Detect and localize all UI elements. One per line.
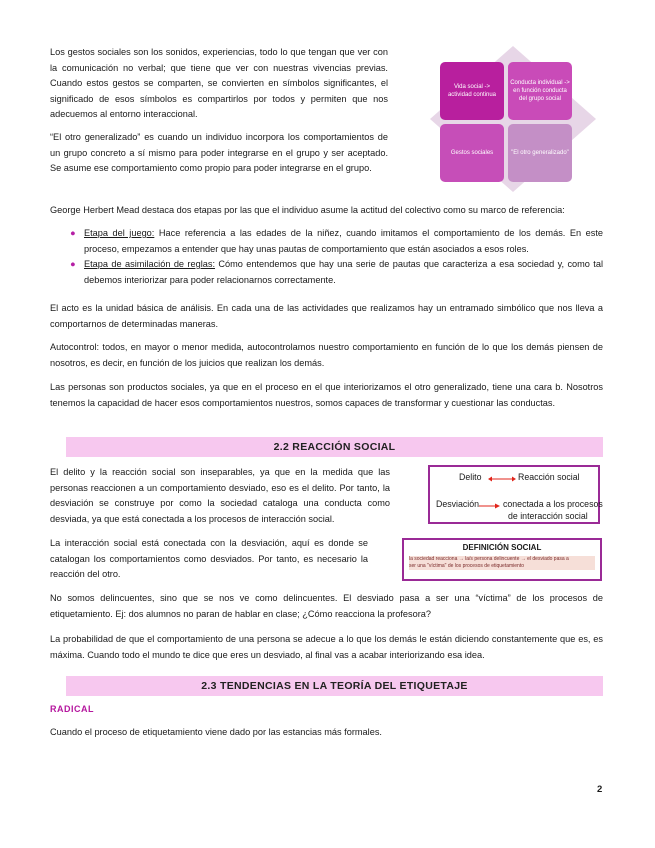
box-label-reaccion: Reacción social	[518, 472, 580, 482]
bullet-label-reglas: Etapa de asimilación de reglas:	[84, 259, 216, 269]
diagram-label-1: Vida social -> actividad continua	[447, 84, 497, 98]
box-label-desviacion: Desviación	[436, 499, 480, 509]
radical-paragraph: Cuando el proceso de etiquetamiento viene dado por las estancias más formales.	[50, 727, 382, 737]
delito-reaccion-box	[428, 465, 603, 524]
list-item	[70, 226, 603, 257]
concept-diagram	[428, 44, 598, 194]
reaccion-paragraph-1: El delito y la reacción social son inseparables, ya que en la medida que las personas reaccionen a un comportamiento desviado, eso es el delito. Por tanto, la desviación se construye por como la sociedad cataloga una conducta como desviada, ya que está conectada a los procesos de interacción social.	[50, 467, 390, 524]
section-heading-reaccion-social: 2.2 REACCIÓN SOCIAL	[66, 437, 603, 457]
body-paragraph-autocontrol: Autocontrol: todos, en mayor o menor medida, autocontrolamos nuestro comportamiento en función de lo que los demás piensen de nosotros, es decir, en función de los juicios que realizan los demás.	[50, 342, 603, 368]
intro-paragraph-2: “El otro generalizado” es cuando un individuo incorpora los comportamientos de un grupo concreto a sí mismo para poder integrarse en el grupo y ser aceptado. Se asume ese comportamiento como propio para poder integrarse en el grupo.	[50, 132, 388, 173]
body-paragraph-productos: Las personas son productos sociales, ya que en el proceso en el que interiorizamos el otro generalizado, tiene una cara b. Nosotros tenemos la capacidad de hacer esos comportamientos nuestros, somos capaces de transformar y cuestionar las conductas.	[50, 382, 603, 408]
body-paragraph-acto: El acto es la unidad básica de análisis. En cada una de las actividades que realizamos hay un entramado simbólico que nos lleva a comportarnos de determinadas maneras.	[50, 303, 603, 329]
box-label-conectada-1: conectada a los procesos	[503, 499, 603, 509]
box-label-conectada-2: de interacción social	[508, 511, 588, 521]
definicion-social-line-1: la sociedad reacciona → la/s persona delincuente → el desviado pasa a	[409, 556, 569, 562]
mead-lead: George Herbert Mead destaca dos etapas por las que el individuo asume la actitud del colectivo como su marco de referencia:	[50, 205, 565, 215]
mead-list	[70, 226, 603, 288]
list-item	[70, 257, 603, 288]
arrow-right-icon	[478, 502, 500, 510]
section-heading-tendencias: 2.3 TENDENCIAS EN LA TEORÍA DEL ETIQUETAJE	[66, 676, 603, 696]
bullet-text-juego: Hace referencia a las edades de la niñez, cuando imitamos el comportamiento de los demás. En este proceso, empezamos a entender que hay unas pautas de comportamiento que están asociados a esos roles.	[84, 228, 603, 254]
bullet-label-juego: Etapa del juego:	[84, 228, 155, 238]
page-number: 2	[597, 784, 603, 795]
bullet-icon: ●	[70, 259, 76, 269]
bullet-icon: ●	[70, 228, 76, 238]
definicion-social-box	[402, 538, 602, 581]
subheading-radical: RADICAL	[50, 704, 94, 714]
definicion-social-line-2: ser una "víctima" de los procesos de etiquetamiento	[409, 563, 524, 569]
reaccion-paragraph-4: La probabilidad de que el comportamiento de una persona se adecue a lo que los demás le están diciendo constantemente que es, es máxima. Cuando todo el mundo te dice que eres un desviado, al final vas a acabar interiorizando esa idea.	[50, 634, 603, 660]
arrow-both-icon	[488, 475, 516, 483]
bullet-text-reglas: Cómo entendemos que hay una serie de pautas que caracteriza a esa sociedad y, como tal debemos interiorizar para poder relacionarnos correctamente.	[84, 259, 604, 285]
diagram-label-2: Conducta individual -> en función conducta del grupo social	[510, 80, 570, 102]
box-label-delito: Delito	[459, 472, 482, 482]
diagram-label-4: "El otro generalizado"	[511, 150, 569, 156]
intro-paragraph-1: Los gestos sociales son los sonidos, experiencias, todo lo que tengan que ver con la comunicación no verbal; que tiene que ver con nuestras vivencias previas. Cuando estos gestos se comparten, se convierten en símbolos significantes, el significado de esos símbolos es compartirlos por todos y permiten que nos adecuemos al entorno interaccional.	[50, 47, 388, 119]
diagram-label-3: Gestos sociales	[450, 150, 494, 156]
definicion-social-title: DEFINICIÓN SOCIAL	[462, 543, 542, 552]
reaccion-paragraph-2: La interacción social está conectada con la desviación, aquí es donde se catalogan los comportamientos como desviados. Por tanto, es necesario la reacción del otro.	[50, 538, 368, 579]
reaccion-paragraph-3: No somos delincuentes, sino que se nos ve como delincuentes. El desviado pasa a ser una “víctima” de los procesos de etiquetamiento. Ej: dos alumnos no paran de hablar en clase; ¿Cómo reacciona la profesora?	[50, 593, 603, 619]
